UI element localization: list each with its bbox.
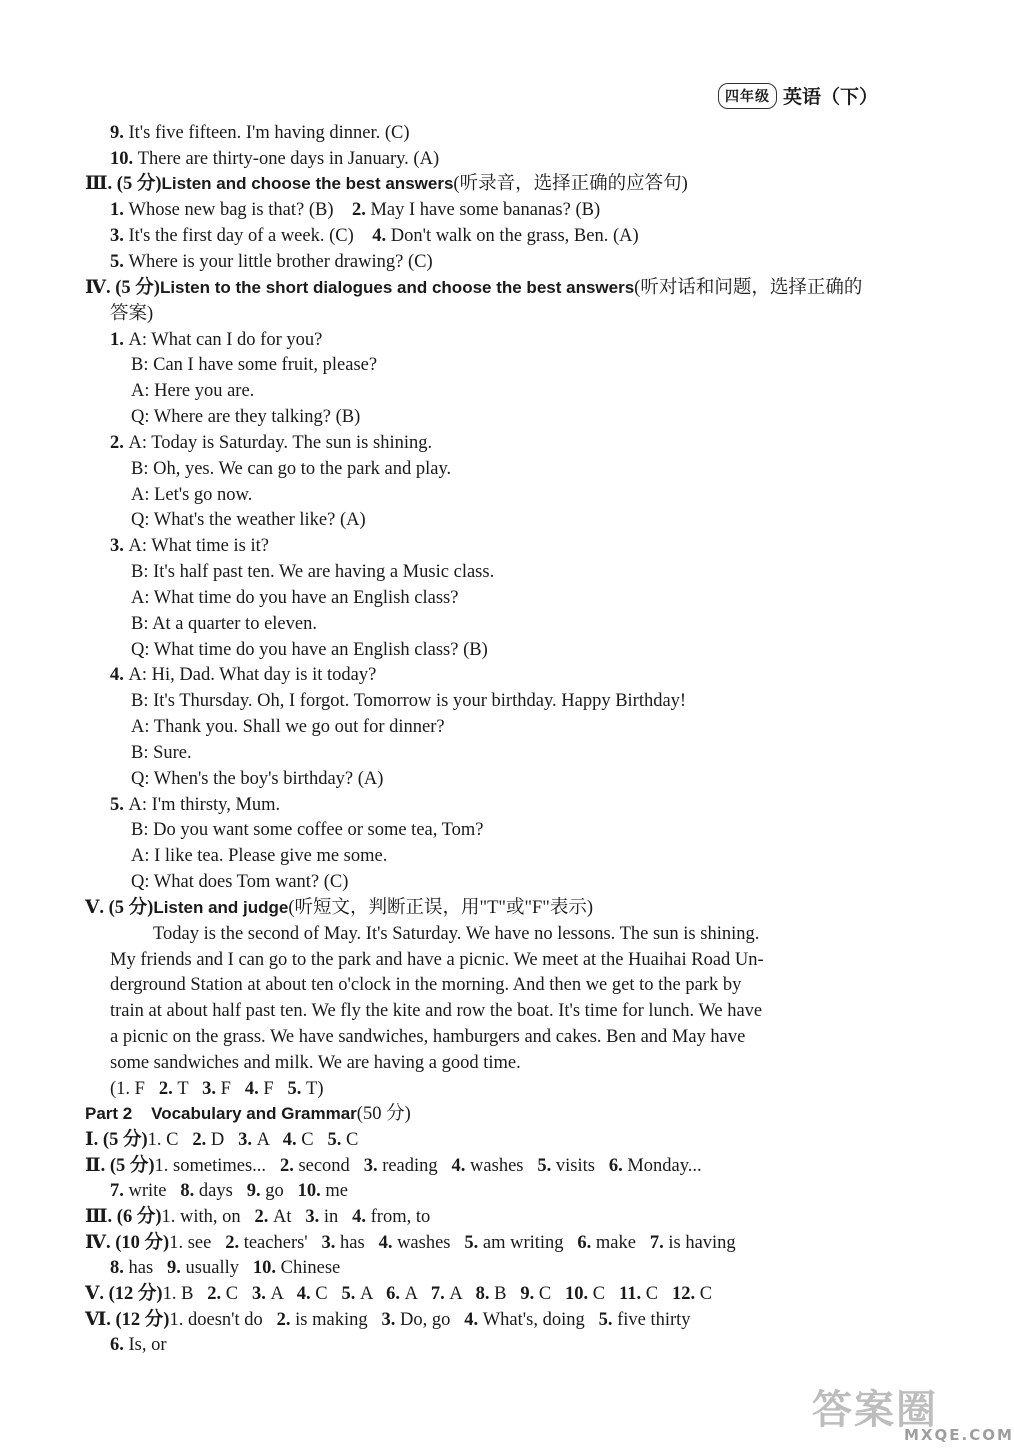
line-text: A: What time do you have an English class? [131, 588, 459, 608]
line-text: D [210, 1130, 239, 1150]
watermark-url: MXQE.COM [904, 1426, 1014, 1444]
line-text: has [128, 1258, 168, 1278]
item-number: 3. [110, 226, 129, 246]
line-text: B: At a quarter to eleven. [131, 614, 317, 634]
line-text: Q: What does Tom want? (C) [131, 872, 349, 892]
item-number: 12. [671, 1284, 700, 1304]
line-text: A: What time is it? [128, 536, 269, 556]
item-number: 10. [297, 1181, 326, 1201]
section-heading: Part 2 Vocabulary and Grammar [85, 1104, 357, 1123]
line-text: Today is the second of May. It's Saturday. We have no lessons. The sun is shining. [153, 924, 760, 944]
section-heading: Listen and choose the best answers [161, 174, 454, 193]
line-text: It's the first day of a week. (C) [128, 226, 373, 246]
text-line [131, 843, 387, 869]
line-text: teachers' [243, 1233, 322, 1253]
item-number: 5. [341, 1284, 360, 1304]
text-line [110, 1024, 745, 1050]
text-line [110, 1050, 521, 1076]
line-text: 1. see [169, 1233, 226, 1253]
text-line [110, 249, 433, 275]
line-text: Q: What time do you have an English class? (B) [131, 640, 488, 660]
line-text: A: Hi, Dad. What day is it today? [128, 665, 377, 685]
item-number: 4. [244, 1079, 264, 1099]
line-text: A [359, 1284, 387, 1304]
section-heading: Listen and judge [153, 898, 289, 917]
line-text: is making [295, 1310, 382, 1330]
line-text: from, to [370, 1207, 431, 1227]
line-text: C [225, 1284, 252, 1304]
line-text: My friends and I can go to the park and have a picnic. We meet at the Huaihai Road Un- [110, 950, 764, 970]
text-line [110, 1255, 340, 1281]
text-line [110, 533, 269, 559]
line-text: (1. F [110, 1079, 159, 1099]
section-heading: Listen to the short dialogues and choose the best answers [159, 278, 635, 297]
line-text: 1. B [162, 1284, 208, 1304]
line-text: washes [397, 1233, 465, 1253]
text-line [85, 1127, 358, 1153]
line-text: A [449, 1284, 476, 1304]
item-number: 8. [180, 1181, 199, 1201]
line-text: write [128, 1181, 181, 1201]
text-line [110, 792, 280, 818]
item-number: 1. [110, 330, 129, 350]
line-text: visits [555, 1156, 609, 1176]
line-text: (50 分) [356, 1104, 411, 1124]
text-line [131, 817, 484, 843]
line-text: 1. with, on [161, 1207, 255, 1227]
text-line [85, 1153, 702, 1179]
text-line [131, 766, 383, 792]
item-number: 7. [430, 1284, 450, 1304]
text-line [85, 895, 593, 921]
text-line [131, 585, 458, 611]
line-text: 1. doesn't do [169, 1310, 277, 1330]
text-line [85, 1307, 691, 1333]
text-line [131, 352, 377, 378]
grade-badge: 四年级 [718, 83, 777, 109]
line-text: Is, or [128, 1335, 167, 1355]
text-line [131, 378, 254, 404]
item-number: 2. [207, 1284, 226, 1304]
line-text: A [270, 1284, 297, 1304]
item-number: 3. [238, 1130, 257, 1150]
item-number: 9. [167, 1258, 186, 1278]
item-number: Ⅱ. (5 分) [85, 1156, 155, 1176]
item-number: 3. [321, 1233, 341, 1253]
line-text: a picnic on the grass. We have sandwiches, hamburgers and cakes. Ben and May have [110, 1027, 746, 1047]
text-line [110, 1332, 167, 1358]
item-number: 4. [372, 226, 391, 246]
item-number: 5. [464, 1233, 483, 1253]
item-number: Ⅲ. (6 分) [85, 1207, 162, 1227]
text-line [110, 1076, 323, 1102]
item-number: 2. [254, 1207, 273, 1227]
line-text: Don't walk on the grass, Ben. (A) [390, 226, 639, 246]
line-text: Where is your little brother drawing? (C) [128, 252, 433, 272]
line-text: Chinese [280, 1258, 341, 1278]
item-number: 1. [110, 200, 129, 220]
line-text: A: Thank you. Shall we go out for dinner? [131, 717, 445, 737]
item-number: 3. [252, 1284, 271, 1304]
line-text: 答案) [110, 304, 154, 324]
item-number: 10. [565, 1284, 593, 1304]
text-line [85, 1281, 712, 1307]
item-number: 4. [352, 1207, 371, 1227]
item-number: Ⅴ. (5 分) [85, 898, 154, 918]
item-number: 2. [276, 1310, 296, 1330]
text-line [131, 688, 686, 714]
line-text: C [645, 1284, 672, 1304]
item-number: Ⅰ. (5 分) [85, 1130, 148, 1150]
text-line [110, 197, 600, 223]
line-text: Whose new bag is that? (B) [128, 200, 352, 220]
line-text: days [198, 1181, 247, 1201]
item-number: 5. [110, 795, 129, 815]
line-text: B: Do you want some coffee or some tea, Tom? [131, 820, 484, 840]
line-text: C [346, 1130, 359, 1150]
item-number: 3. [363, 1156, 383, 1176]
item-number: 5. [598, 1310, 618, 1330]
item-number: 10. [252, 1258, 281, 1278]
text-line [110, 120, 410, 146]
text-line [110, 223, 639, 249]
line-text: Q: When's the boy's birthday? (A) [131, 769, 384, 789]
text-line [131, 456, 451, 482]
watermark-logo [812, 1387, 1014, 1444]
line-text: (听短文，判断正误，用"T"或"F"表示) [288, 898, 593, 918]
text-line [110, 430, 432, 456]
page-header [718, 82, 878, 109]
line-text: B: Oh, yes. We can go to the park and play. [131, 459, 452, 479]
item-number: 9. [246, 1181, 266, 1201]
item-number: 4. [451, 1156, 471, 1176]
line-text: second [298, 1156, 364, 1176]
line-text: A [404, 1284, 431, 1304]
item-number: 5. [537, 1156, 556, 1176]
line-text: B: It's Thursday. Oh, I forgot. Tomorrow is your birthday. Happy Birthday! [131, 691, 687, 711]
text-line [131, 404, 360, 430]
item-number: 2. [279, 1156, 299, 1176]
line-text: has [340, 1233, 379, 1253]
text-line [131, 482, 252, 508]
item-number: 6. [608, 1156, 628, 1176]
text-line [110, 327, 322, 353]
line-text: reading [382, 1156, 452, 1176]
item-number: 7. [649, 1233, 669, 1253]
item-number: 8. [110, 1258, 129, 1278]
line-text: B: Can I have some fruit, please? [131, 355, 378, 375]
line-text: go [265, 1181, 298, 1201]
line-text: (听录音，选择正确的应答句) [453, 174, 688, 194]
line-text: am writing [482, 1233, 578, 1253]
text-line [153, 921, 759, 947]
item-number: 4. [378, 1233, 398, 1253]
text-line [131, 559, 494, 585]
line-text: train at about half past ten. We fly the kite and row the boat. It's time for lunch. We have [110, 1001, 763, 1021]
item-number: 5. [327, 1130, 347, 1150]
line-text: 1. sometimes... [154, 1156, 280, 1176]
item-number: 2. [351, 200, 371, 220]
line-text: make [595, 1233, 650, 1253]
line-text: in [323, 1207, 353, 1227]
item-number: 3. [305, 1207, 324, 1227]
line-text: T [177, 1079, 203, 1099]
item-number: 6. [386, 1284, 405, 1304]
item-number: 3. [202, 1079, 221, 1099]
text-line [110, 998, 762, 1024]
text-line [131, 740, 192, 766]
line-text: Monday... [627, 1156, 702, 1176]
item-number: Ⅴ. (12 分) [85, 1284, 163, 1304]
text-line [110, 662, 376, 688]
item-number: 8. [475, 1284, 495, 1304]
item-number: Ⅳ. (10 分) [85, 1233, 170, 1253]
line-text: 1. C [147, 1130, 193, 1150]
line-text: B: It's half past ten. We are having a Music class. [131, 562, 495, 582]
item-number: 6. [110, 1335, 129, 1355]
text-line [85, 275, 862, 301]
text-line [85, 1204, 430, 1230]
line-text: C [315, 1284, 342, 1304]
line-text: A: I'm thirsty, Mum. [128, 795, 281, 815]
text-line [85, 1230, 736, 1256]
line-text: It's five fifteen. I'm having dinner. (C) [128, 123, 410, 143]
item-number: 5. [287, 1079, 307, 1099]
item-number: 11. [619, 1284, 646, 1304]
line-text: A: Let's go now. [131, 485, 253, 505]
line-text: some sandwiches and milk. We are having a good time. [110, 1053, 521, 1073]
line-text: What's, doing [482, 1310, 599, 1330]
line-text: washes [470, 1156, 538, 1176]
line-text: F [220, 1079, 245, 1099]
item-number: 4. [110, 665, 129, 685]
item-number: Ⅵ. (12 分) [85, 1310, 170, 1330]
text-line [110, 146, 439, 172]
item-number: 9. [520, 1284, 539, 1304]
item-number: 2. [158, 1079, 178, 1099]
line-text: A [256, 1130, 283, 1150]
line-text: C [592, 1284, 619, 1304]
line-text: (听对话和问题，选择正确的 [634, 278, 863, 298]
line-text: B [494, 1284, 521, 1304]
line-text: five thirty [617, 1310, 691, 1330]
item-number: 9. [110, 123, 129, 143]
line-text: A: I like tea. Please give me some. [131, 846, 388, 866]
line-text: B: Sure. [131, 743, 192, 763]
item-number: 2. [110, 433, 129, 453]
line-text: A: Today is Saturday. The sun is shining. [128, 433, 433, 453]
line-text: C [301, 1130, 328, 1150]
text-line [131, 507, 366, 533]
page-title: 英语（下） [783, 86, 879, 108]
item-number: 10. [110, 149, 138, 169]
item-number: 2. [192, 1130, 211, 1150]
item-number: 7. [110, 1181, 129, 1201]
text-line [110, 1178, 348, 1204]
item-number: 4. [282, 1130, 302, 1150]
text-line [85, 171, 688, 197]
line-text: There are thirty-one days in January. (A) [137, 149, 440, 169]
text-line [131, 714, 445, 740]
text-line [110, 972, 741, 998]
line-text: is having [668, 1233, 736, 1253]
item-number: 4. [464, 1310, 483, 1330]
line-text: T) [306, 1079, 324, 1099]
line-text: C [538, 1284, 566, 1304]
text-line [85, 1101, 411, 1127]
item-number: 5. [110, 252, 129, 272]
line-text: usually [185, 1258, 253, 1278]
item-number: 3. [381, 1310, 400, 1330]
text-line [131, 611, 317, 637]
item-number: Ⅲ. (5 分) [85, 174, 162, 194]
line-text: A: What can I do for you? [128, 330, 323, 350]
line-text: Q: What's the weather like? (A) [131, 510, 366, 530]
text-line [110, 301, 153, 327]
line-text: me [325, 1181, 348, 1201]
watermark-main-text: 答案圈 [812, 1387, 938, 1433]
item-number: 2. [225, 1233, 244, 1253]
text-line [131, 869, 348, 895]
line-text: C [699, 1284, 713, 1304]
item-number: 3. [110, 536, 129, 556]
text-line [131, 637, 488, 663]
line-text: At [273, 1207, 306, 1227]
line-text: May I have some bananas? (B) [370, 200, 601, 220]
item-number: 4. [296, 1284, 316, 1304]
line-text: derground Station at about ten o'clock in the morning. And then we get to the park by [110, 975, 742, 995]
line-text: F [263, 1079, 288, 1099]
item-number: 6. [577, 1233, 596, 1253]
line-text: Do, go [399, 1310, 465, 1330]
item-number: Ⅳ. (5 分) [85, 278, 160, 298]
text-line [110, 947, 764, 973]
line-text: A: Here you are. [131, 381, 255, 401]
line-text: Q: Where are they talking? (B) [131, 407, 361, 427]
